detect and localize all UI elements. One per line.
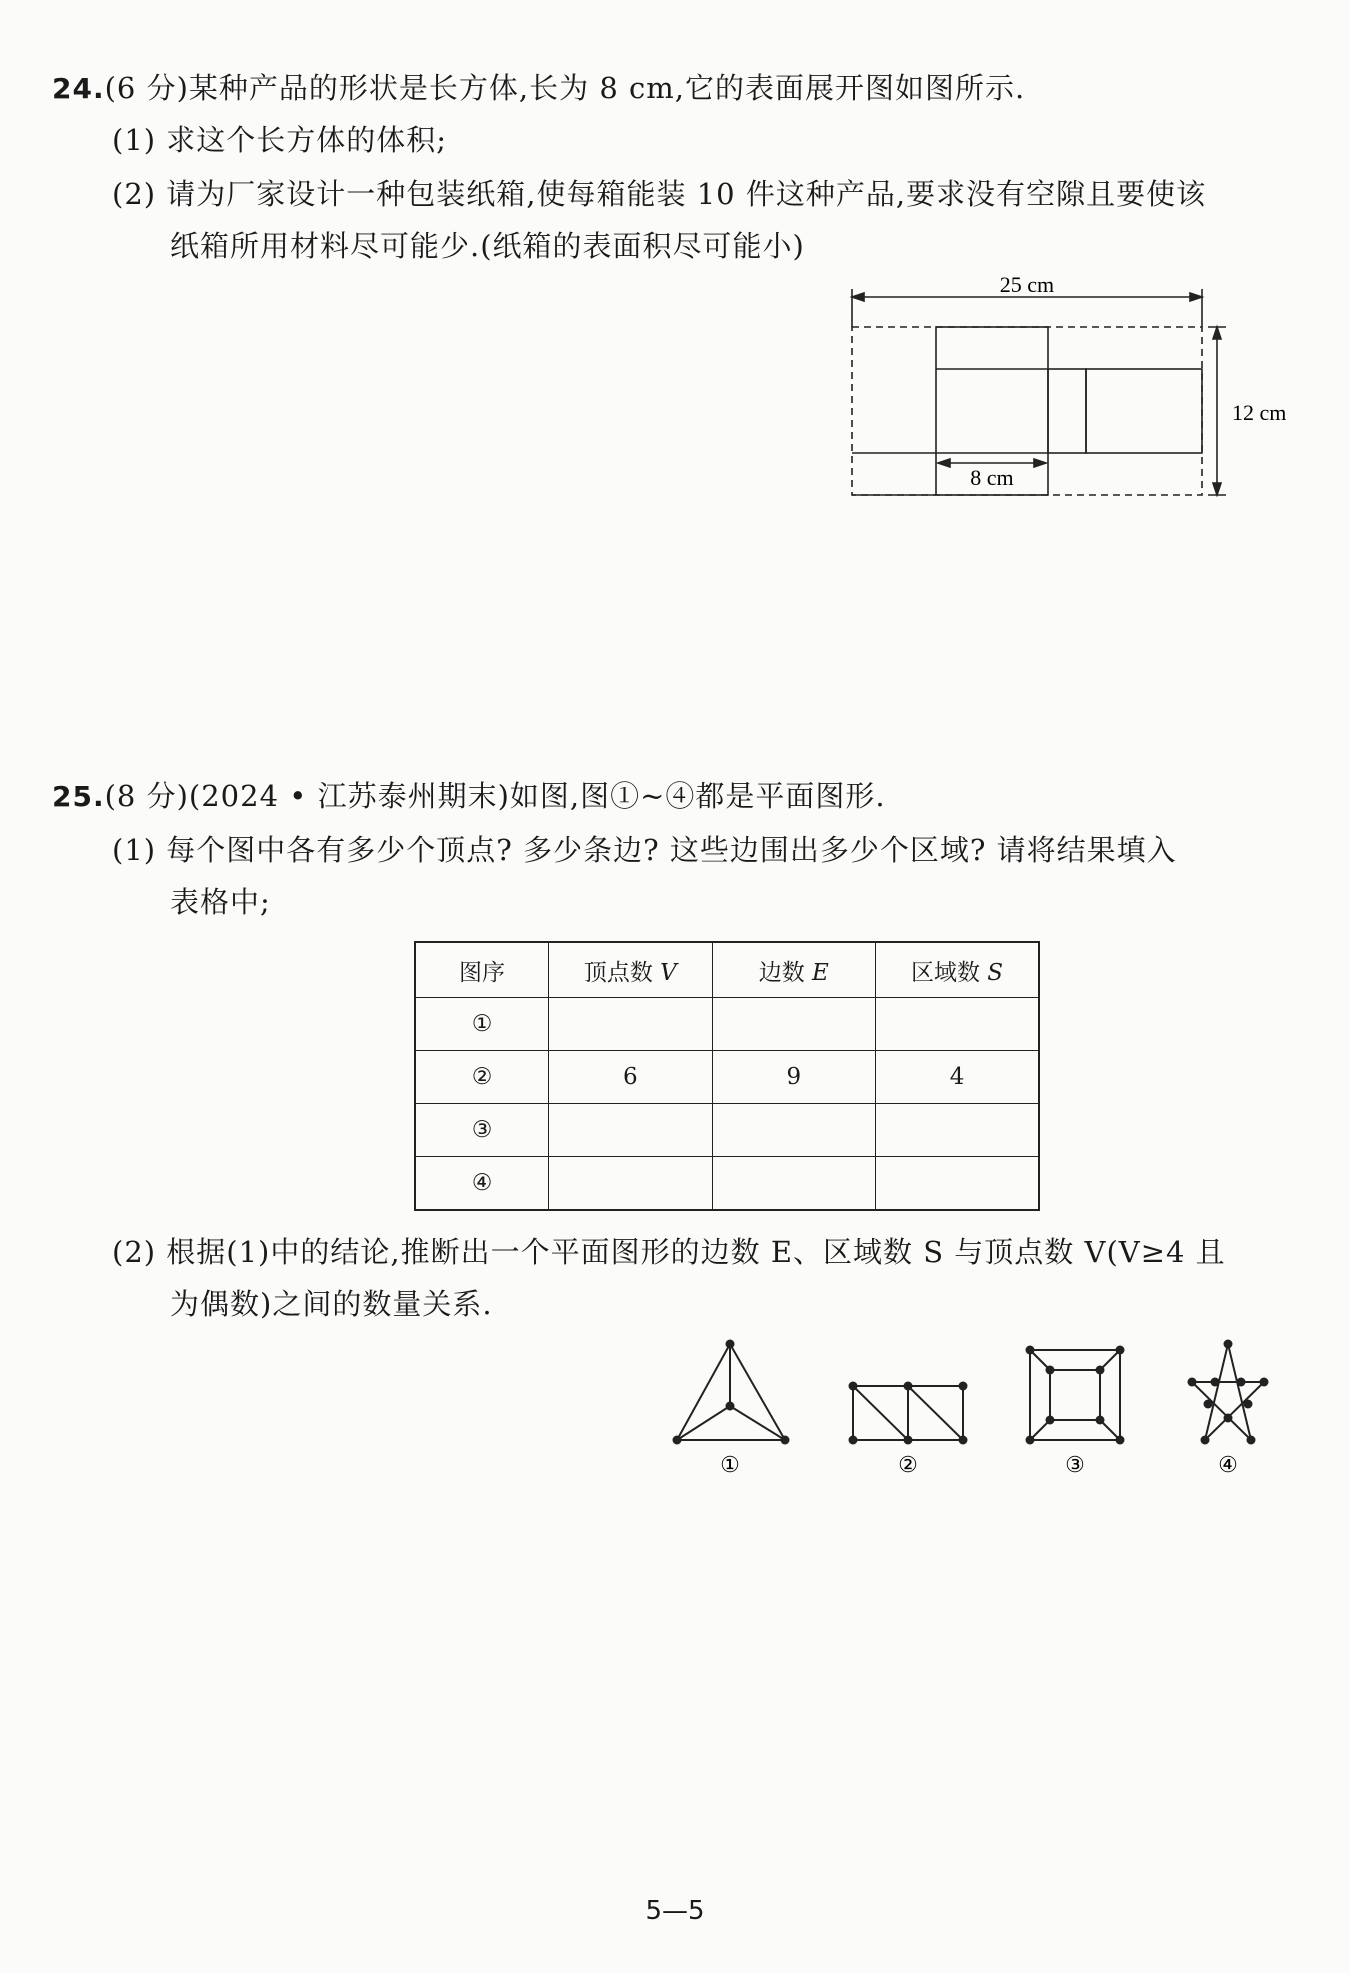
q25-stem: (8 分)(2024 • 江苏泰州期末)如图,图①~④都是平面图形. (104, 779, 886, 813)
q25-part1-line1: (1) 每个图中各有多少个顶点? 多少条边? 这些边围出多少个区域? 请将结果填入 (112, 833, 1177, 867)
q25-number: 25. (52, 780, 105, 813)
table-cell: 6 (549, 1051, 712, 1104)
table-cell[interactable] (549, 1157, 712, 1211)
q25-planar-figures (660, 1330, 1300, 1490)
table-row (415, 1157, 1039, 1211)
q25-results-table (414, 941, 1040, 1211)
figure-4-pentagram (1192, 1344, 1264, 1440)
variable-symbol: S (987, 959, 1004, 986)
length-label: 8 cm (970, 465, 1014, 490)
q24-number: 24. (52, 72, 105, 105)
q24-part1: (1) 求这个长方体的体积; (112, 123, 448, 157)
header-vertex-count: 顶点数 V (549, 942, 712, 998)
table-cell: ① (415, 998, 549, 1051)
figure-label-2: ② (898, 1452, 918, 1477)
table-cell[interactable] (549, 998, 712, 1051)
figure-label-4: ④ (1218, 1452, 1238, 1477)
q25-part2-line2: 为偶数)之间的数量关系. (170, 1287, 493, 1321)
table-cell[interactable] (712, 1104, 875, 1157)
header-region-count: 区域数 S (876, 942, 1039, 998)
q24-stem: (6 分)某种产品的形状是长方体,长为 8 cm,它的表面展开图如图所示. (104, 71, 1026, 105)
q24-net-figure (840, 272, 1287, 505)
figure-3-nested-squares (1030, 1350, 1120, 1440)
table-cell: 4 (876, 1051, 1039, 1104)
table-cell: ③ (415, 1104, 549, 1157)
table-cell[interactable] (549, 1104, 712, 1157)
q24-part2-line1: (2) 请为厂家设计一种包装纸箱,使每箱能装 10 件这种产品,要求没有空隙且要使该 (112, 177, 1207, 211)
table-cell[interactable] (876, 1157, 1039, 1211)
q24-part2-line2: 纸箱所用材料尽可能少.(纸箱的表面积尽可能小) (170, 229, 805, 263)
figure-2-rectangle (853, 1386, 963, 1440)
variable-symbol: V (660, 959, 677, 986)
height-label: 12 cm (1232, 400, 1287, 425)
q25-stem-line (52, 776, 886, 817)
q24-stem-line (52, 68, 1025, 109)
table-cell[interactable] (712, 998, 875, 1051)
variable-symbol: E (812, 959, 829, 986)
header-edge-count: 边数 E (712, 942, 875, 998)
q25-part1-line2: 表格中; (170, 885, 271, 919)
figure-label-3: ③ (1065, 1452, 1085, 1477)
table-cell[interactable] (876, 998, 1039, 1051)
width-label: 25 cm (999, 272, 1055, 297)
table-row (415, 998, 1039, 1051)
page-number: 5—5 (645, 1896, 705, 1926)
header-figure-index: 图序 (415, 942, 549, 998)
table-row (415, 1051, 1039, 1104)
table-cell: ④ (415, 1157, 549, 1211)
table-cell: ② (415, 1051, 549, 1104)
table-cell[interactable] (712, 1157, 875, 1211)
figure-label-1: ① (720, 1452, 740, 1477)
table-cell: 9 (712, 1051, 875, 1104)
q25-part2-line1: (2) 根据(1)中的结论,推断出一个平面图形的边数 E、区域数 S 与顶点数 V(V≥4 且 (112, 1235, 1226, 1269)
figure-1-triangle (677, 1344, 785, 1440)
table-header-row (415, 942, 1039, 998)
table-cell[interactable] (876, 1104, 1039, 1157)
dashed-bounding-rect (852, 327, 1202, 495)
table-row (415, 1104, 1039, 1157)
